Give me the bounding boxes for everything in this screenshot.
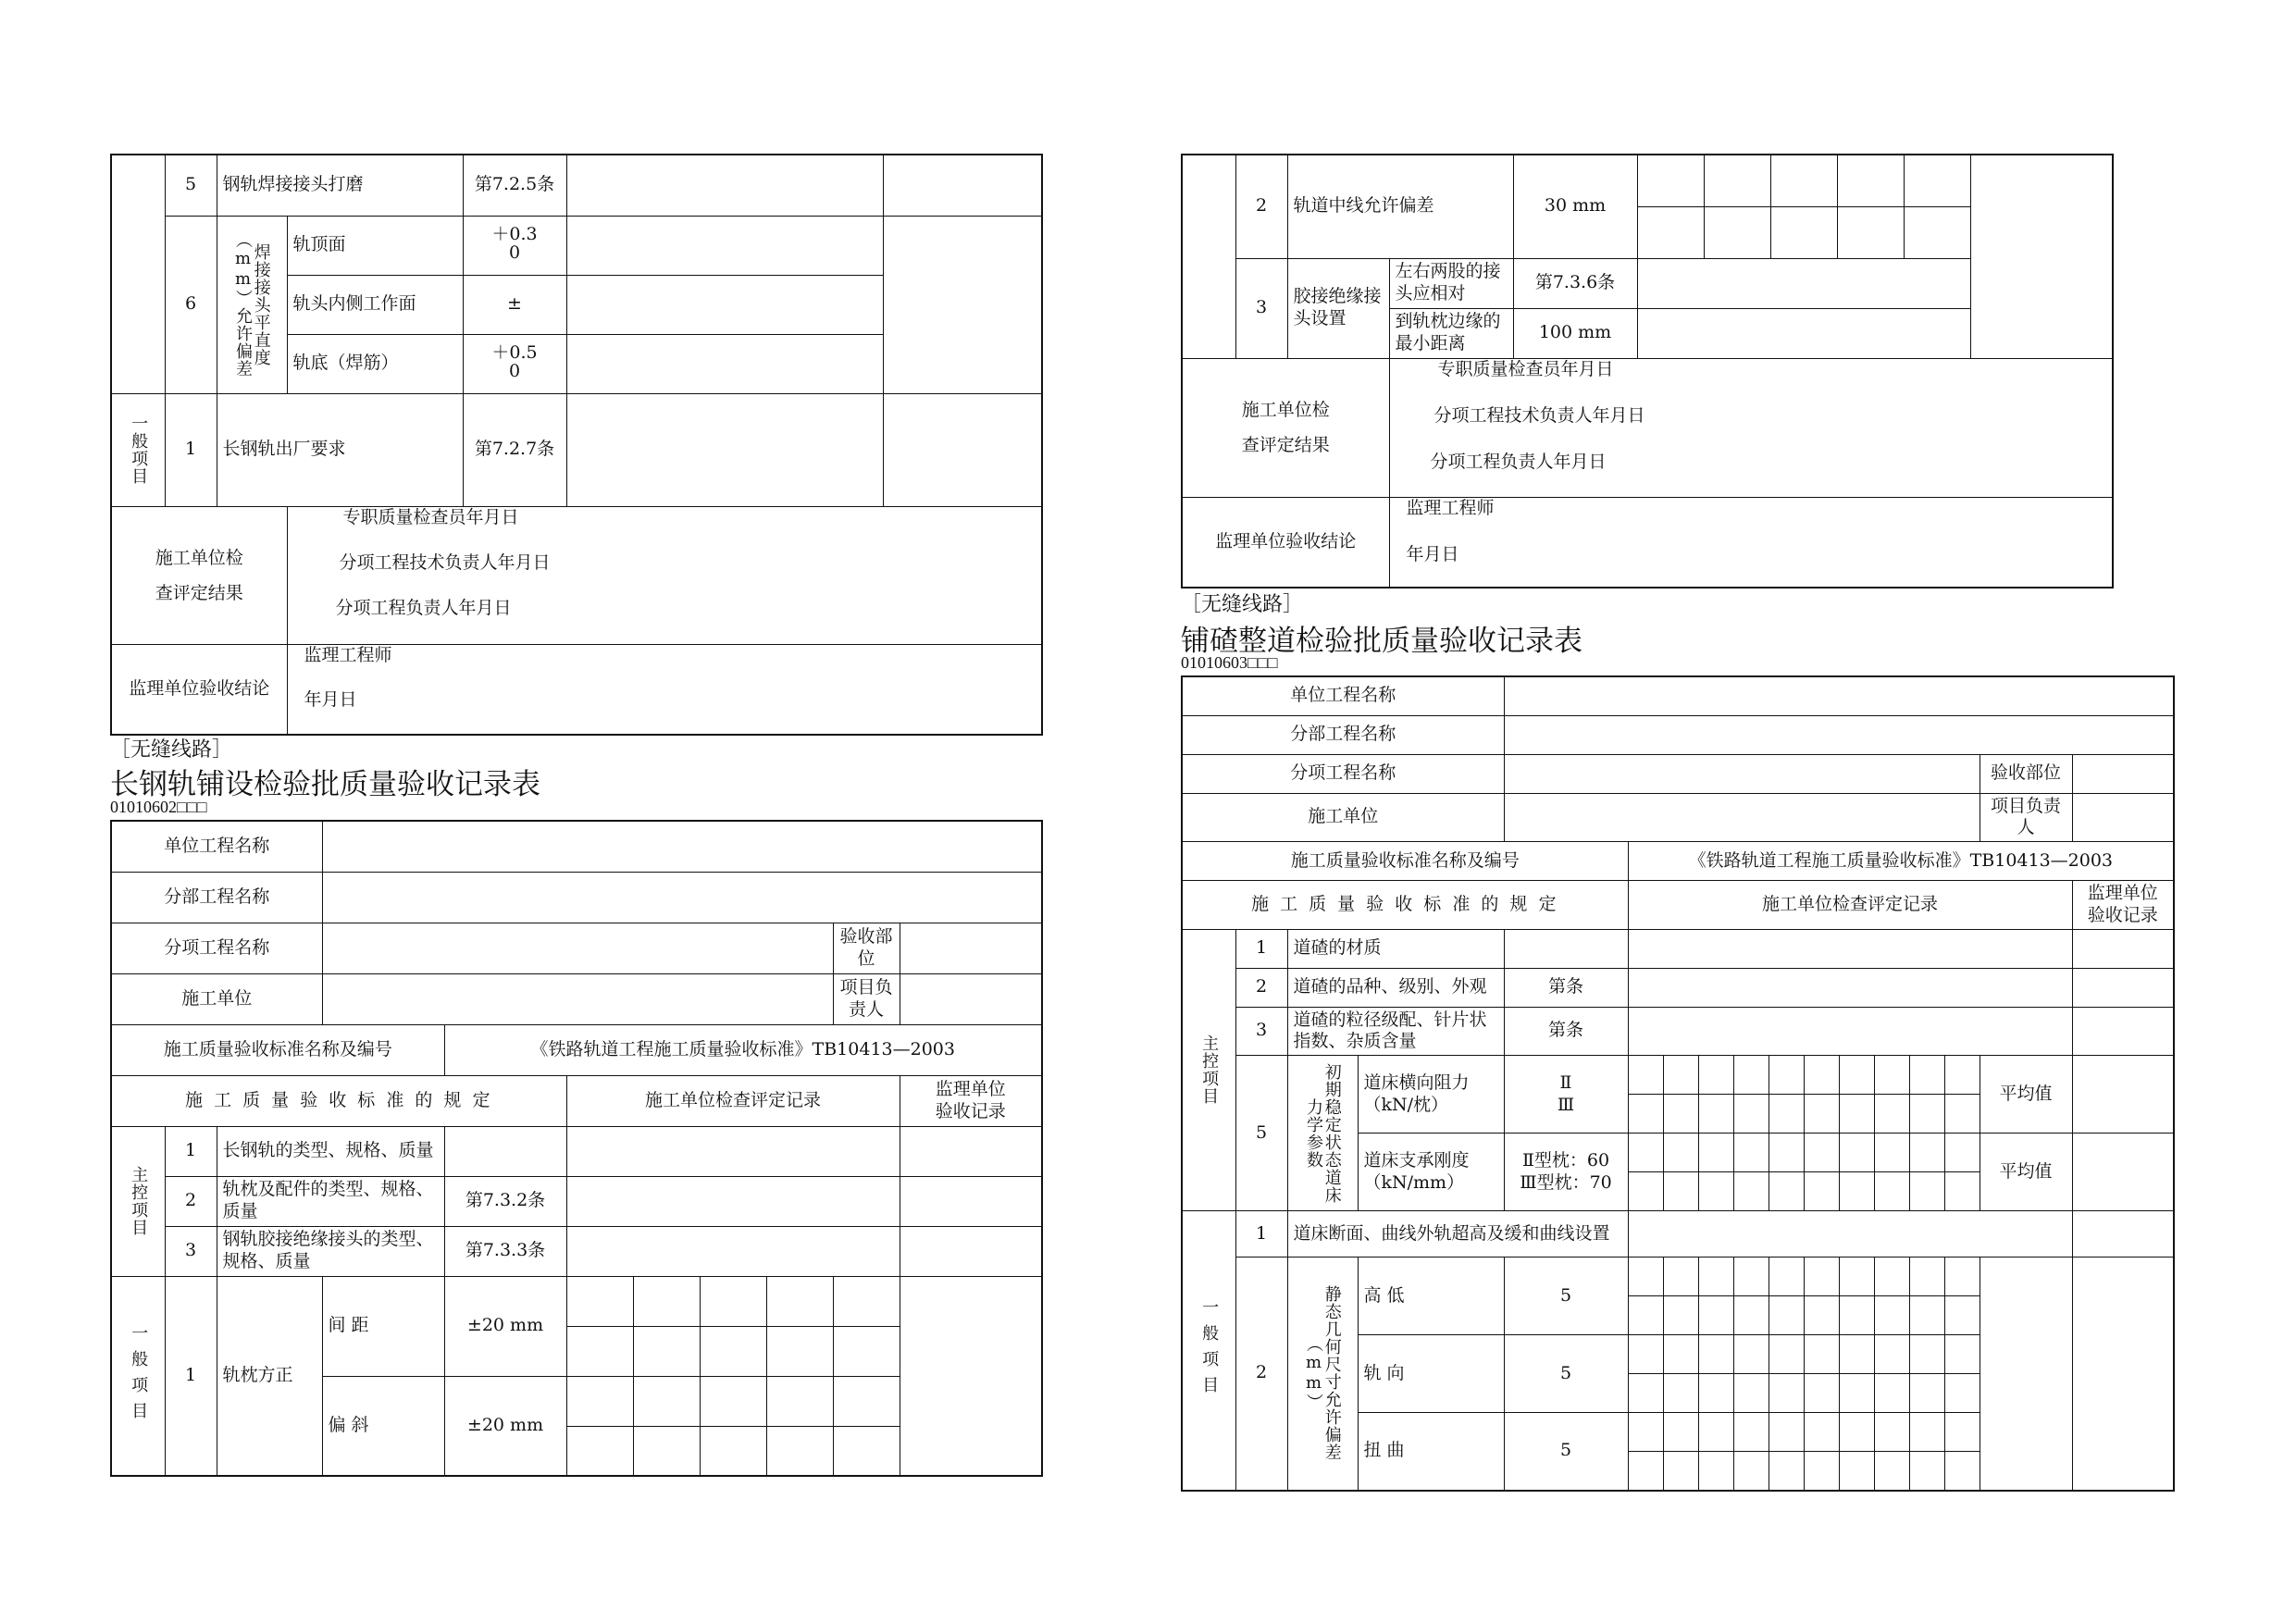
supervision-label: 监理单位验收结论 — [111, 644, 287, 735]
measure-cell[interactable] — [1944, 1452, 1980, 1491]
signature-line: 监理工程师 — [304, 644, 392, 665]
sub-value: ＋0.3 0 — [463, 216, 566, 275]
construction-unit-label: 施工单位 — [111, 973, 322, 1024]
construction-unit-field[interactable] — [1504, 793, 1980, 842]
measure-cell[interactable] — [566, 1326, 633, 1376]
measure-cell[interactable] — [1944, 1335, 1980, 1374]
measure-cell[interactable] — [1733, 1095, 1769, 1134]
measure-cell[interactable] — [1909, 1296, 1944, 1335]
sub-value: 100 mm — [1513, 308, 1637, 358]
row-no: 3 — [1235, 1007, 1287, 1056]
measure-cell[interactable] — [1663, 1056, 1698, 1095]
unit-name-label: 单位工程名称 — [1182, 676, 1504, 715]
measure-cell[interactable] — [766, 1426, 833, 1476]
signature-area[interactable] — [287, 506, 1042, 644]
check-cell[interactable] — [1628, 968, 2072, 1007]
signature-area[interactable] — [1389, 358, 2113, 497]
supervision-signature-area[interactable] — [287, 644, 1042, 735]
construction-unit-label: 施工单位 — [1182, 793, 1504, 842]
sub-item: 左右两股的接头应相对 — [1389, 258, 1513, 308]
right-form-table — [1181, 675, 2175, 1492]
measure-cell[interactable] — [1698, 1258, 1733, 1296]
signature-line: 专职质量检查员年月日 — [1437, 358, 1614, 379]
row-item: 钢轨胶接绝缘接头的类型、规格、质量 — [217, 1226, 444, 1276]
measure-cell[interactable] — [1704, 206, 1770, 258]
division-name-field[interactable] — [1504, 715, 2174, 754]
sub-item: 偏 斜 — [322, 1376, 444, 1476]
measure-cell[interactable] — [1733, 1296, 1769, 1335]
measure-cell[interactable] — [1769, 1258, 1804, 1296]
check-cell[interactable] — [566, 1226, 900, 1276]
row-no: 2 — [1235, 968, 1287, 1007]
row-no: 5 — [165, 155, 217, 216]
measure-cell[interactable] — [1637, 206, 1704, 258]
measure-cell[interactable] — [633, 1326, 700, 1376]
supervision-cell[interactable] — [2072, 929, 2174, 968]
construction-unit-field[interactable] — [322, 973, 833, 1024]
subitem-name-label: 分项工程名称 — [111, 923, 322, 973]
measure-cell[interactable] — [1663, 1095, 1698, 1134]
left-top-label-blank — [111, 155, 165, 393]
division-name-label: 分部工程名称 — [1182, 715, 1504, 754]
measure-cell[interactable] — [833, 1326, 900, 1376]
measure-cell[interactable] — [766, 1326, 833, 1376]
measure-cell[interactable] — [1698, 1172, 1733, 1211]
measure-cell[interactable] — [1839, 1056, 1874, 1095]
measure-cell[interactable] — [1698, 1134, 1733, 1172]
measure-cell[interactable] — [700, 1426, 766, 1476]
measure-cell[interactable] — [1839, 1258, 1874, 1296]
row-no: 1 — [1235, 1211, 1287, 1258]
measure-cell[interactable] — [1637, 155, 1704, 206]
sub-item: 轨顶面 — [287, 216, 463, 275]
check-cell[interactable] — [1628, 1211, 2072, 1258]
measure-cell[interactable] — [1698, 1296, 1733, 1335]
measure-cell[interactable] — [1944, 1296, 1980, 1335]
row-ref: 第条 — [1504, 968, 1628, 1007]
supervision-cell[interactable] — [2072, 1134, 2174, 1211]
row-item: 轨枕方正 — [217, 1276, 322, 1476]
measure-cell[interactable] — [1733, 1452, 1769, 1491]
measure-cell[interactable] — [1874, 1296, 1909, 1335]
measure-cell[interactable] — [1804, 1413, 1839, 1452]
row-item: 钢轨焊接接头打磨 — [217, 155, 463, 216]
measure-cell[interactable] — [1874, 1134, 1909, 1172]
row-item: 道床断面、曲线外轨超高及缓和曲线设置 — [1287, 1211, 1628, 1258]
measure-cell[interactable] — [1698, 1056, 1733, 1095]
left-form-table — [110, 820, 1043, 1477]
row-item: 胶接绝缘接头设置 — [1287, 258, 1389, 358]
signature-line: 分项工程负责人年月日 — [1430, 451, 1607, 472]
construction-check-label: 施工单位检查评定结果 — [1182, 358, 1389, 497]
row-no: 1 — [165, 1126, 217, 1176]
sub-item: 到轨枕边缘的最小距离 — [1389, 308, 1513, 358]
standard-value: 《铁路轨道工程施工质量验收标准》TB10413—2003 — [1628, 842, 2174, 881]
supervision-label: 监理单位验收结论 — [1182, 497, 1389, 588]
acceptance-part-field[interactable] — [900, 923, 1042, 973]
measure-cell[interactable] — [1804, 1134, 1839, 1172]
supervision-cell[interactable] — [2072, 1007, 2174, 1056]
check-cell[interactable] — [566, 393, 883, 506]
row-no: 1 — [165, 1276, 217, 1476]
general-label: 一般项目 — [1182, 1211, 1235, 1491]
sub-value: ± — [463, 275, 566, 334]
measure-cell[interactable] — [1804, 1172, 1839, 1211]
measure-cell[interactable] — [1733, 1172, 1769, 1211]
acceptance-part-field[interactable] — [2072, 754, 2174, 793]
measure-cell[interactable] — [1769, 1335, 1804, 1374]
measure-cell[interactable] — [1628, 1172, 1663, 1211]
check-cell[interactable] — [566, 334, 883, 393]
unit-name-field[interactable] — [322, 821, 1042, 872]
measure-cell[interactable] — [1944, 1134, 1980, 1172]
supervision-cell[interactable] — [2072, 1211, 2174, 1258]
row-ref — [444, 1126, 566, 1176]
supervision-cell[interactable] — [900, 1226, 1042, 1276]
sub-item: 道床横向阻力（kN/枕） — [1358, 1056, 1504, 1134]
measure-cell[interactable] — [1909, 1335, 1944, 1374]
supervision-cell[interactable] — [883, 393, 1042, 506]
standard-label: 施工质量验收标准名称及编号 — [111, 1024, 444, 1075]
measure-cell[interactable] — [1874, 1335, 1909, 1374]
row-ref: 第7.2.7条 — [463, 393, 566, 506]
measure-cell[interactable] — [1944, 1172, 1980, 1211]
sub-item: 扭 曲 — [1358, 1413, 1504, 1491]
measure-cell[interactable] — [1839, 1134, 1874, 1172]
measure-cell[interactable] — [1628, 1335, 1663, 1374]
supervision-cell[interactable] — [900, 1276, 1042, 1476]
measure-cell[interactable] — [1663, 1413, 1698, 1452]
measure-cell[interactable] — [1698, 1452, 1733, 1491]
supervision-cell[interactable] — [2072, 1258, 2174, 1491]
measure-cell[interactable] — [1628, 1056, 1663, 1095]
sub-value: ＋0.5 0 — [463, 334, 566, 393]
project-leader-field[interactable] — [2072, 793, 2174, 842]
measure-cell[interactable] — [1770, 155, 1837, 206]
standard-label: 施工质量验收标准名称及编号 — [1182, 842, 1628, 881]
measure-cell[interactable] — [1733, 1335, 1769, 1374]
measure-cell[interactable] — [1804, 1452, 1839, 1491]
measure-cell[interactable] — [1839, 1452, 1874, 1491]
acceptance-part-label: 验收部位 — [833, 923, 900, 973]
project-leader-label: 项目负责人 — [833, 973, 900, 1024]
measure-cell[interactable] — [1874, 1452, 1909, 1491]
row-ref: 第7.2.5条 — [463, 155, 566, 216]
subitem-name-label: 分项工程名称 — [1182, 754, 1504, 793]
sub-value: 5 — [1504, 1258, 1628, 1335]
check-cell[interactable] — [566, 1126, 900, 1176]
average-label: 平均值 — [1980, 1056, 2072, 1134]
subitem-name-field[interactable] — [322, 923, 833, 973]
signature-line: 年月日 — [1406, 543, 1459, 564]
measure-cell[interactable] — [1944, 1413, 1980, 1452]
measure-cell[interactable] — [1904, 206, 1970, 258]
measure-cell[interactable] — [1628, 1374, 1663, 1413]
measure-cell[interactable] — [1839, 1413, 1874, 1452]
row-no: 3 — [1235, 258, 1287, 358]
measure-cell[interactable] — [1628, 1296, 1663, 1335]
measure-cell[interactable] — [633, 1276, 700, 1326]
average-cell[interactable] — [1980, 1258, 2072, 1491]
measure-cell[interactable] — [1769, 1134, 1804, 1172]
spec-header: 施 工 质 量 验 收 标 准 的 规 定 — [1182, 881, 1628, 930]
measure-cell[interactable] — [1839, 1095, 1874, 1134]
measure-cell[interactable] — [1733, 1134, 1769, 1172]
vertical-group-label: 静态几何尺寸允许偏差（mm） — [1287, 1258, 1358, 1491]
row-value: 30 mm — [1513, 155, 1637, 258]
check-cell[interactable] — [1637, 258, 1970, 308]
measure-cell[interactable] — [1909, 1056, 1944, 1095]
row-ref: 第7.3.2条 — [444, 1176, 566, 1226]
measure-cell[interactable] — [633, 1426, 700, 1476]
measure-cell[interactable] — [1839, 1374, 1874, 1413]
measure-cell[interactable] — [833, 1276, 900, 1326]
measure-cell[interactable] — [1839, 1335, 1874, 1374]
measure-cell[interactable] — [1628, 1134, 1663, 1172]
sub-item: 轨底（焊筋） — [287, 334, 463, 393]
measure-cell[interactable] — [1663, 1172, 1698, 1211]
measure-cell[interactable] — [1944, 1056, 1980, 1095]
measure-cell[interactable] — [1909, 1258, 1944, 1296]
acceptance-part-label: 验收部位 — [1980, 754, 2072, 793]
sub-item: 轨 向 — [1358, 1335, 1504, 1413]
measure-cell[interactable] — [1874, 1258, 1909, 1296]
form-code: 01010602□□□ — [110, 798, 207, 816]
row-no: 2 — [165, 1176, 217, 1226]
general-label: 一般项目 — [111, 1276, 165, 1476]
check-cell[interactable] — [566, 216, 883, 275]
row-no: 2 — [1235, 1258, 1287, 1491]
measure-cell[interactable] — [1769, 1095, 1804, 1134]
row-item: 道碴的粒径级配、针片状指数、杂质含量 — [1287, 1007, 1504, 1056]
supervision-header: 监理单位 验收记录 — [2072, 881, 2174, 930]
signature-line: 分项工程技术负责人年月日 — [339, 551, 551, 573]
measure-cell[interactable] — [566, 1376, 633, 1426]
row-item: 轨道中线允许偏差 — [1287, 155, 1513, 258]
measure-cell[interactable] — [1663, 1452, 1698, 1491]
measure-cell[interactable] — [1698, 1095, 1733, 1134]
row-item: 长钢轨的类型、规格、质量 — [217, 1126, 444, 1176]
measure-cell[interactable] — [833, 1376, 900, 1426]
measure-cell[interactable] — [1944, 1374, 1980, 1413]
measure-cell[interactable] — [1770, 206, 1837, 258]
row-no: 3 — [165, 1226, 217, 1276]
signature-line: 专职质量检查员年月日 — [342, 506, 519, 527]
main-label: 主控项目 — [111, 1126, 165, 1276]
measure-cell[interactable] — [1663, 1258, 1698, 1296]
row-no: 1 — [165, 393, 217, 506]
measure-cell[interactable] — [1628, 1452, 1663, 1491]
measure-cell[interactable] — [1769, 1374, 1804, 1413]
measure-cell[interactable] — [1839, 1296, 1874, 1335]
sub-item: 间 距 — [322, 1276, 444, 1376]
measure-cell[interactable] — [700, 1326, 766, 1376]
sub-value: ±20 mm — [444, 1276, 566, 1376]
measure-cell[interactable] — [1769, 1413, 1804, 1452]
supervision-cell[interactable] — [883, 216, 1042, 393]
right-top-table — [1181, 154, 2114, 588]
supervision-header: 监理单位 验收记录 — [900, 1075, 1042, 1126]
supervision-signature-area[interactable] — [1389, 497, 2113, 588]
measure-cell[interactable] — [1769, 1172, 1804, 1211]
row-no: 5 — [1235, 1056, 1287, 1211]
row-no: 2 — [1235, 155, 1287, 258]
measure-cell[interactable] — [1909, 1134, 1944, 1172]
measure-cell[interactable] — [1804, 1258, 1839, 1296]
measure-cell[interactable] — [1628, 1258, 1663, 1296]
spec-header: 施 工 质 量 验 收 标 准 的 规 定 — [111, 1075, 566, 1126]
check-cell[interactable] — [1628, 929, 2072, 968]
vertical-group-label: 焊接接头平直度（mm）允许偏差 — [217, 216, 287, 393]
supervision-cell[interactable] — [2072, 1056, 2174, 1134]
row-no: 1 — [1235, 929, 1287, 968]
signature-line: 分项工程负责人年月日 — [335, 597, 512, 618]
row-ref: 第7.3.3条 — [444, 1226, 566, 1276]
supervision-cell[interactable] — [900, 1176, 1042, 1226]
sub-value: 5 — [1504, 1413, 1628, 1491]
sub-item: 轨头内侧工作面 — [287, 275, 463, 334]
check-cell[interactable] — [566, 1176, 900, 1226]
check-header: 施工单位检查评定记录 — [566, 1075, 900, 1126]
measure-cell[interactable] — [700, 1276, 766, 1326]
measure-cell[interactable] — [1733, 1374, 1769, 1413]
measure-cell[interactable] — [1698, 1374, 1733, 1413]
signature-line: 分项工程技术负责人年月日 — [1433, 404, 1645, 426]
measure-cell[interactable] — [633, 1376, 700, 1426]
measure-cell[interactable] — [1663, 1134, 1698, 1172]
measure-cell[interactable] — [1804, 1056, 1839, 1095]
measure-cell[interactable] — [1909, 1374, 1944, 1413]
project-leader-field[interactable] — [900, 973, 1042, 1024]
measure-cell[interactable] — [766, 1276, 833, 1326]
section-tag: ［无缝线路］ — [110, 738, 233, 762]
left-top-table — [110, 154, 1043, 736]
measure-cell[interactable] — [1909, 1452, 1944, 1491]
measure-cell[interactable] — [1837, 206, 1904, 258]
measure-cell[interactable] — [1804, 1296, 1839, 1335]
measure-cell[interactable] — [1663, 1335, 1698, 1374]
right-top-label-blank — [1182, 155, 1235, 358]
sub-item: 道床支承刚度（kN/mm） — [1358, 1134, 1504, 1211]
measure-cell[interactable] — [1733, 1413, 1769, 1452]
sub-item: 高 低 — [1358, 1258, 1504, 1335]
supervision-cell[interactable] — [1970, 155, 2113, 358]
row-ref: 第条 — [1504, 1007, 1628, 1056]
construction-check-label: 施工单位检查评定结果 — [111, 506, 287, 644]
measure-cell[interactable] — [1628, 1413, 1663, 1452]
measure-cell[interactable] — [1944, 1095, 1980, 1134]
measure-cell[interactable] — [1839, 1172, 1874, 1211]
supervision-cell[interactable] — [900, 1126, 1042, 1176]
row-item: 轨枕及配件的类型、规格、质量 — [217, 1176, 444, 1226]
measure-cell[interactable] — [1733, 1258, 1769, 1296]
measure-cell[interactable] — [1874, 1413, 1909, 1452]
sub-value: Ⅱ型枕：60 Ⅲ型枕：70 — [1504, 1134, 1628, 1211]
page-title: 长钢轨铺设检验批质量验收记录表 — [110, 768, 540, 801]
check-cell[interactable] — [566, 155, 883, 216]
measure-cell[interactable] — [1874, 1056, 1909, 1095]
measure-cell[interactable] — [1837, 155, 1904, 206]
measure-cell[interactable] — [1874, 1172, 1909, 1211]
measure-cell[interactable] — [1663, 1296, 1698, 1335]
measure-cell[interactable] — [1733, 1056, 1769, 1095]
row-item: 道碴的材质 — [1287, 929, 1504, 968]
check-cell[interactable] — [1637, 308, 1970, 358]
measure-cell[interactable] — [1769, 1056, 1804, 1095]
unit-name-field[interactable] — [1504, 676, 2174, 715]
measure-cell[interactable] — [766, 1376, 833, 1426]
division-name-field[interactable] — [322, 872, 1042, 923]
row-ref — [1504, 929, 1628, 968]
supervision-cell[interactable] — [2072, 968, 2174, 1007]
row-item: 道碴的品种、级别、外观 — [1287, 968, 1504, 1007]
signature-line: 年月日 — [304, 688, 357, 710]
sub-value: 5 — [1504, 1335, 1628, 1413]
measure-cell[interactable] — [833, 1426, 900, 1476]
check-cell[interactable] — [566, 275, 883, 334]
measure-cell[interactable] — [700, 1376, 766, 1426]
general-label: 一般项目 — [111, 393, 165, 506]
measure-cell[interactable] — [1628, 1095, 1663, 1134]
vertical-group-label: 初期稳定状态道床力学参数 — [1287, 1056, 1358, 1211]
check-header: 施工单位检查评定记录 — [1628, 881, 2072, 930]
supervision-cell[interactable] — [883, 155, 1042, 216]
main-label: 主控项目 — [1182, 929, 1235, 1211]
measure-cell[interactable] — [1769, 1452, 1804, 1491]
division-name-label: 分部工程名称 — [111, 872, 322, 923]
measure-cell[interactable] — [1909, 1095, 1944, 1134]
row-item: 长钢轨出厂要求 — [217, 393, 463, 506]
page-title: 铺碴整道检验批质量验收记录表 — [1181, 625, 1582, 658]
measure-cell[interactable] — [1804, 1374, 1839, 1413]
form-code: 01010603□□□ — [1181, 653, 1278, 672]
row-no: 6 — [165, 216, 217, 393]
signature-line: 监理工程师 — [1406, 497, 1495, 518]
measure-cell[interactable] — [1904, 155, 1970, 206]
sub-value: 第7.3.6条 — [1513, 258, 1637, 308]
measure-cell[interactable] — [1944, 1258, 1980, 1296]
measure-cell[interactable] — [1874, 1095, 1909, 1134]
measure-cell[interactable] — [566, 1426, 633, 1476]
sub-value: ±20 mm — [444, 1376, 566, 1476]
average-label: 平均值 — [1980, 1134, 2072, 1211]
measure-cell[interactable] — [1698, 1413, 1733, 1452]
measure-cell[interactable] — [1704, 155, 1770, 206]
measure-cell[interactable] — [1804, 1335, 1839, 1374]
subitem-name-field[interactable] — [1504, 754, 1980, 793]
measure-cell[interactable] — [1804, 1095, 1839, 1134]
check-cell[interactable] — [1628, 1007, 2072, 1056]
sub-value: Ⅱ Ⅲ — [1504, 1056, 1628, 1134]
measure-cell[interactable] — [1874, 1374, 1909, 1413]
measure-cell[interactable] — [1698, 1335, 1733, 1374]
standard-value: 《铁路轨道工程施工质量验收标准》TB10413—2003 — [444, 1024, 1042, 1075]
measure-cell[interactable] — [566, 1276, 633, 1326]
project-leader-label: 项目负责人 — [1980, 793, 2072, 842]
measure-cell[interactable] — [1909, 1172, 1944, 1211]
section-tag: ［无缝线路］ — [1181, 593, 1304, 616]
unit-name-label: 单位工程名称 — [111, 821, 322, 872]
measure-cell[interactable] — [1909, 1413, 1944, 1452]
measure-cell[interactable] — [1663, 1374, 1698, 1413]
measure-cell[interactable] — [1769, 1296, 1804, 1335]
